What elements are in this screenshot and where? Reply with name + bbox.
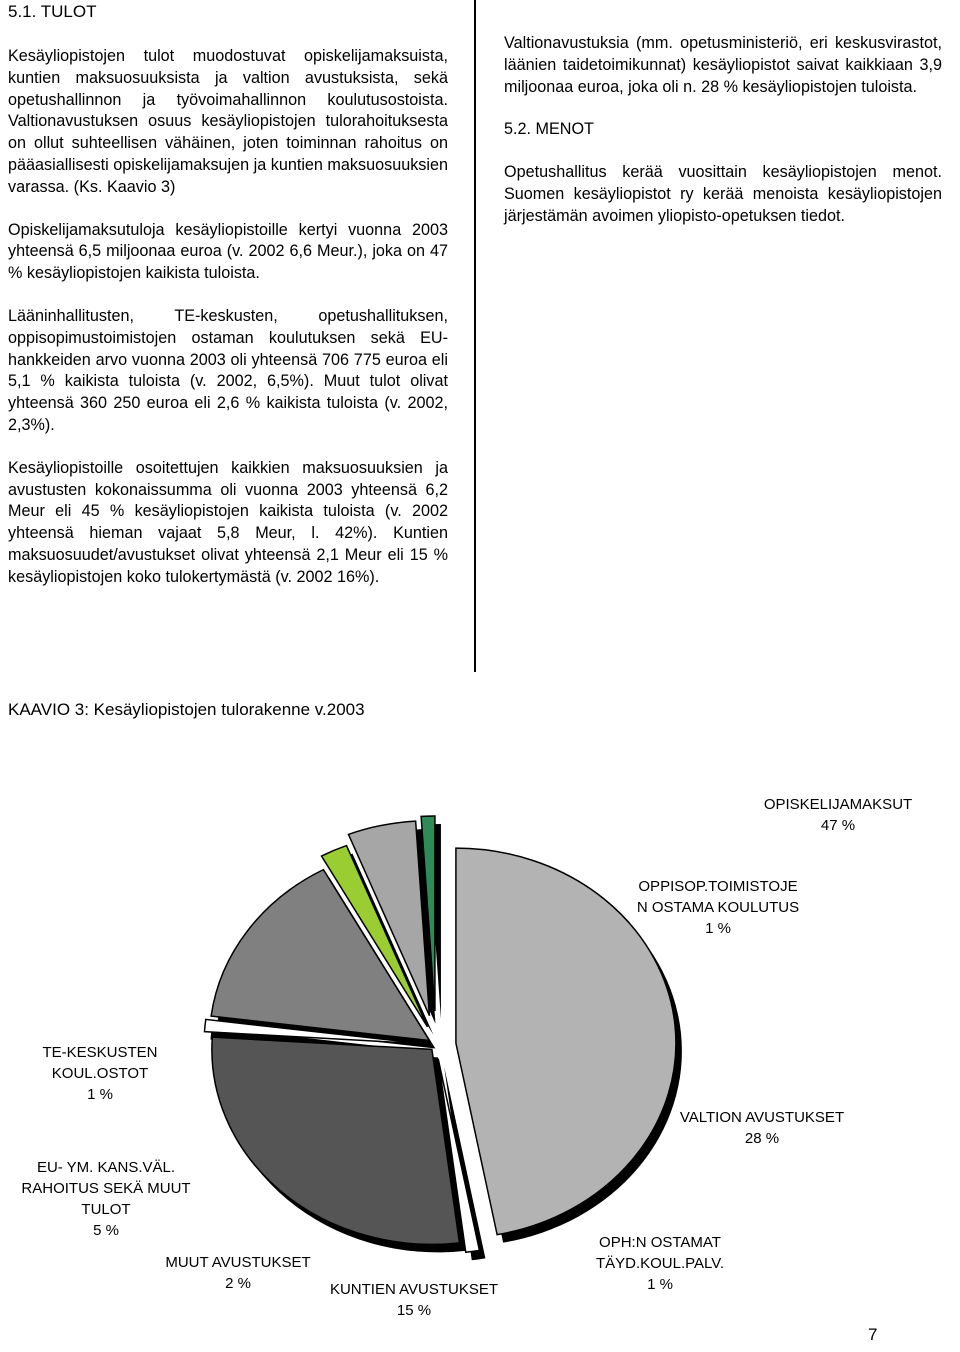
paragraph-expenses: Opetushallitus kerää vuosittain kesäyliopistojen menot. Suomen kesäyliopistot ry kerää menoista kesäyliopistojen järjestämän avoimen yliopisto-opetuksen tiedot. bbox=[504, 163, 942, 225]
pie-slice-value: 2 % bbox=[225, 1275, 251, 1292]
paragraph-income-sources: Kesäyliopistojen tulot muodostuvat opiskelijamaksuista, kuntien maksuosuuksista ja valtion avustuksista, sekä opetushallinnon ja työvoimahallinnon koulutusostoista. Valtionavustuksen osuus kesäyliopistojen tulorahoituksesta on ollut suhteellisen vähäinen, joten toiminnan rahoitus on pääasiallisesti opiskelijamaksujen ja kuntien maksuosuuksien varassa. (Ks. Kaavio 3) bbox=[8, 47, 448, 196]
subheading-expenses: 5.2. MENOT bbox=[504, 120, 594, 139]
paragraph-state-grants: Valtionavustuksia (mm. opetusministeriö, eri keskusvirastot, läänien taidetoimikunnat) kesäyliopistot saivat kaikkiaan 3,9 miljoonaa euroa, joka oli n. 28 % kesäyliopistojen tuloista. bbox=[504, 34, 942, 96]
paragraph-purchased-training: Lääninhallitusten, TE-keskusten, opetushallituksen, oppisopimustoimistojen ostaman koulutuksen sekä EU-hankkeiden arvo vuonna 2003 oli yhteensä 706 775 euroa eli 5,1 % kaikista tuloista (v. 2002, 6,5%). Muut tulot olivat yhteensä 360 250 euroa eli 2,6 % kaikista tuloista (v. 2002, 2,3%). bbox=[8, 306, 448, 434]
pie-slice-name: RAHOITUS SEKÄ MUUT bbox=[21, 1180, 191, 1197]
pie-slice-name: KOUL.OSTOT bbox=[51, 1065, 149, 1082]
pie-slice-label bbox=[21, 1157, 190, 1241]
pie-slice-name: VALTION AVUSTUKSET bbox=[679, 1109, 845, 1126]
section-title: 5.1. TULOT bbox=[8, 2, 97, 21]
pie-slice-value: 1 % bbox=[647, 1276, 673, 1293]
pie-slice-name: TÄYD.KOUL.PALV. bbox=[595, 1255, 725, 1272]
pie-slice-value: 47 % bbox=[820, 817, 856, 834]
pie-slice-value: 5 % bbox=[93, 1222, 119, 1239]
pie-slice-label bbox=[165, 1252, 310, 1294]
pie-slice-name: KUNTIEN AVUSTUKSET bbox=[329, 1281, 499, 1298]
pie-slice-label bbox=[637, 876, 799, 939]
left-column bbox=[8, 46, 448, 610]
pie-slice-name: TE-KESKUSTEN bbox=[42, 1044, 158, 1061]
pie-slice-label bbox=[330, 1279, 498, 1321]
paragraph-student-fees: Opiskelijamaksutuloja kesäyliopistoille kertyi vuonna 2003 yhteensä 6,5 miljoonaa euroa (v. 2002 6,6 Meur.), joka on 47 % kesäyliopistojen kaikista tuloista. bbox=[8, 220, 448, 283]
pie-slice-name: EU- YM. KANS.VÄL. bbox=[36, 1159, 176, 1176]
pie-slice-name: TULOT bbox=[81, 1201, 131, 1218]
pie-slice bbox=[212, 1037, 460, 1244]
paragraph-contributions: Kesäyliopistoille osoitettujen kaikkien maksuosuuksien ja avustusten kokonaissumma oli vuonna 2003 yhteensä 6,2 Meur eli 45 % kesäyliopistojen kaikista tuloista (v. 2002 yhteensä hieman vajaat 5,8 Meur, l. 42%). Kuntien maksuosuudet/avustukset olivat yhteensä 2,1 Meur eli 15 % kesäyliopistojen koko tulokertymästä (v. 2002 16%). bbox=[8, 458, 448, 586]
pie-slice-value: 15 % bbox=[396, 1302, 432, 1319]
pie-slice-name: OPPISOP.TOIMISTOJE bbox=[638, 878, 798, 895]
pie-slice-label bbox=[764, 794, 912, 836]
right-column bbox=[504, 33, 942, 249]
pie-slice-name: OPISKELIJAMAKSUT bbox=[763, 796, 913, 813]
pie-slice-name: MUUT AVUSTUKSET bbox=[165, 1254, 311, 1271]
pie-slice-label bbox=[42, 1042, 157, 1105]
pie-slice-name: N OSTAMA KOULUTUS bbox=[636, 899, 800, 916]
pie-slice-label bbox=[680, 1107, 844, 1149]
page-number: 7 bbox=[868, 1325, 878, 1344]
pie-slice-name: OPH:N OSTAMAT bbox=[599, 1234, 721, 1251]
figure-caption: KAAVIO 3: Kesäyliopistojen tulorakenne v.2003 bbox=[8, 700, 365, 719]
pie-slice-value: 1 % bbox=[87, 1086, 113, 1103]
pie-slice-value: 28 % bbox=[744, 1130, 780, 1147]
pie-slice-value: 1 % bbox=[705, 920, 731, 937]
column-divider bbox=[474, 0, 476, 672]
pie-slice-label bbox=[596, 1232, 724, 1295]
